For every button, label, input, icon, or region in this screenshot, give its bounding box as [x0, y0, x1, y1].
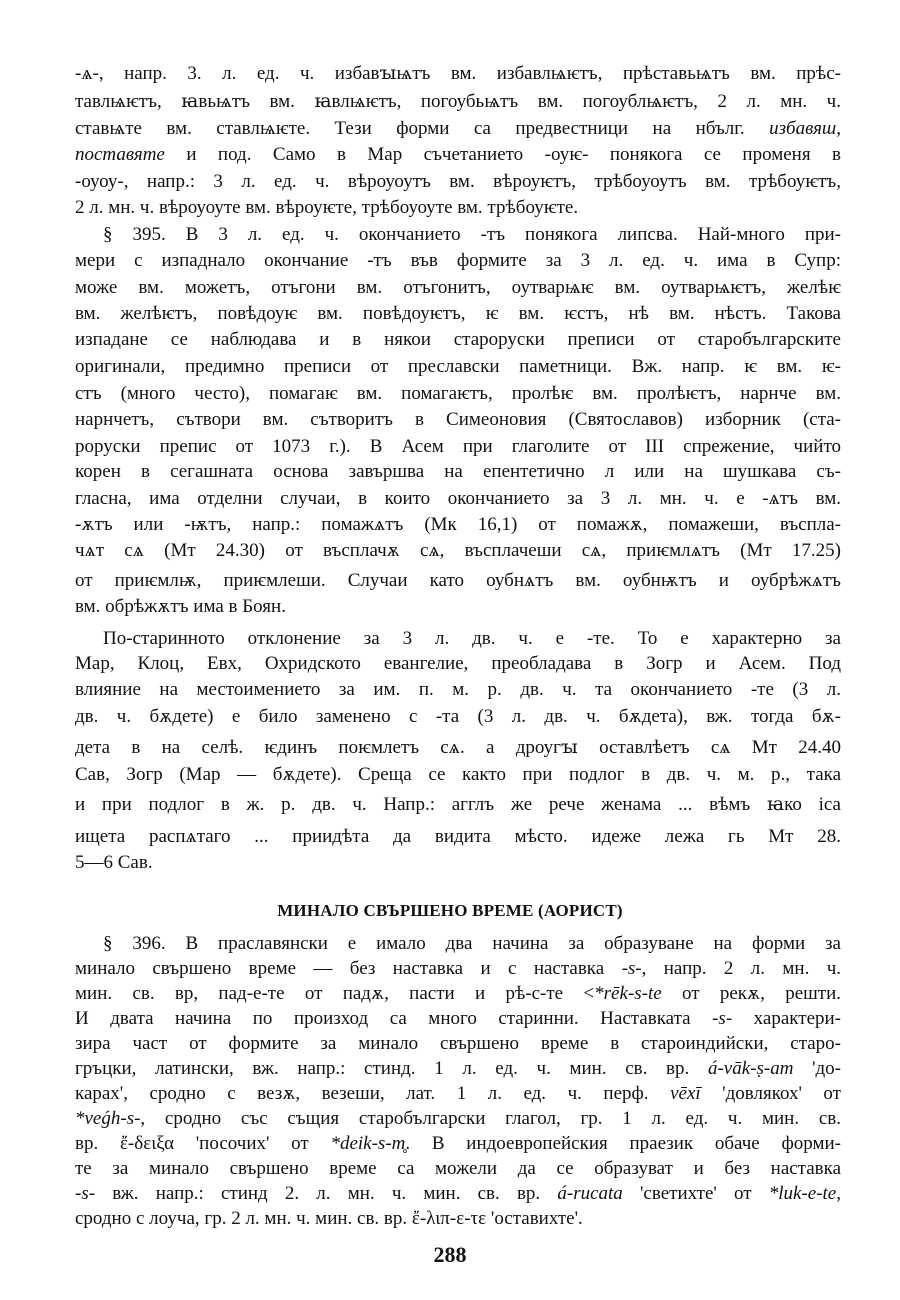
paragraph-396-line — [75, 1032, 841, 1056]
text-run: и под. Само в Мар съчетанието -оуѥ- понякога се променя в — [164, 144, 841, 165]
italic-term: *luk-e-te, — [768, 1183, 841, 1204]
text-run: минало свършено време — без наставка и с наставка — [75, 958, 622, 979]
text-run: ищета распѧтаго ... приидѣта да видита мѣсто. идеже лежа гь Мт 28. — [75, 826, 841, 847]
text-run: -ѫтъ или -ѭтъ, напр.: помажѧтъ (Мк 16,1) от помажѫ, помажеши, въспла- — [75, 514, 841, 535]
paragraph-395-line — [75, 276, 841, 300]
text-run: характери- — [732, 1008, 842, 1029]
text-run: § 396. В праславянски е имало два начина за образуване на форми за — [103, 933, 841, 954]
text-run: от приѥмлѭ, приѥмлеши. Случаи като оубнѧтъ вм. оубнѭтъ и оубрѣжѧтъ — [75, 570, 841, 591]
text-run: чѧт сѧ (Мт 24.30) от въсплачѫ сѧ, въсплачеши сѧ, приѥмлѧтъ (Мт 17.25) — [75, 540, 841, 561]
paragraph-395-line — [103, 223, 841, 247]
paragraph-continuation-line — [75, 62, 841, 86]
paragraph-396-line — [75, 1132, 841, 1156]
text-run: карах', сродно с везѫ, везеши, лат. 1 л. ед. ч. перф. — [75, 1083, 671, 1104]
paragraph-dual-ending-line — [75, 763, 841, 787]
section-heading: МИНАЛО СВЪРШЕНО ВРЕМЕ (АОРИСТ) — [277, 901, 623, 920]
text-run: 2 л. мн. ч. вѣроуоуте вм. вѣроуѥте, трѣбоуоуте вм. трѣбоуѥте. — [75, 197, 579, 218]
text-run: може вм. можетъ, отъгони вм. отъгонитъ, оутварѩѥ вм. оутварѩѥтъ, желѣѥ — [75, 277, 841, 298]
paragraph-dual-ending-line — [75, 652, 841, 676]
text-run: оригинали, предимно преписи от преславски паметници. Вж. напр. ѥ вм. ѥ- — [75, 356, 841, 377]
paragraph-395-line — [75, 460, 841, 484]
italic-term: *veǵh-s- — [75, 1108, 141, 1129]
text-run: . В индоевропейския праезик обаче форми- — [405, 1133, 841, 1154]
paragraph-continuation-line — [75, 170, 841, 194]
paragraph-395-line — [75, 382, 841, 406]
italic-term: -s- — [75, 1183, 96, 1204]
paragraph-396-line — [75, 1082, 841, 1106]
paragraph-dual-ending-line — [75, 851, 841, 875]
text-run: , напр. 2 л. мн. ч. — [641, 958, 841, 979]
paragraph-396-line — [75, 982, 841, 1006]
text-run: вм. обрѣжѫтъ има в Боян. — [75, 596, 286, 617]
text-run: сродно с лоуча, гр. 2 л. мн. ч. мин. св. вр. ἔ-λιπ-ε-τε 'оставихте'. — [75, 1208, 583, 1229]
paragraph-dual-ending-line — [75, 678, 841, 702]
paragraph-395-line — [75, 435, 841, 459]
paragraph-dual-ending-line — [75, 705, 841, 729]
italic-term: поставяте — [75, 144, 165, 165]
paragraph-dual-ending-line — [75, 825, 841, 849]
text-run: гласна, има отделни случаи, в които окончанието за 3 л. мн. ч. е -ѧтъ вм. — [75, 488, 841, 509]
italic-term: -s- — [621, 958, 642, 979]
text-run: По-старинното отклонение за 3 л. дв. ч. е -те. То е характерно за — [103, 628, 841, 649]
paragraph-dual-ending-line — [75, 793, 841, 817]
text-run: 5—6 Сав. — [75, 852, 153, 873]
text-run: изпадане се наблюдава и в някои староруски преписи от старобългарските — [75, 329, 841, 350]
text-run: гръцки, латински, вж. напр.: стинд. 1 л. ед. ч. мин. св. вр. — [75, 1058, 708, 1079]
text-run: 'довлякох' от — [700, 1083, 841, 1104]
text-run: дета в на селѣ. ѥдинъ поѥмлетъ сѧ. а дроугꙑ оставлѣетъ сѧ Мт 24.40 — [75, 737, 841, 758]
text-run: 'светихте' от — [622, 1183, 769, 1204]
paragraph-395-line — [75, 355, 841, 379]
italic-term: *rēk-s-te — [594, 983, 662, 1004]
text-run: ставѩте вм. ставлѩѥте. Тези форми са предвестници на нбълг. — [75, 118, 770, 139]
text-run: тавлѩѥтъ, ꙗвьѩтъ вм. ꙗвлѩѥтъ, погоубьѩтъ вм. погоублѩѥтъ, 2 л. мн. ч. — [75, 91, 841, 112]
paragraph-395-line — [75, 328, 841, 352]
text-run: те за минало свършено време са можели да се образуват и без наставка — [75, 1158, 841, 1179]
text-run: -оуоу-, напр.: 3 л. ед. ч. вѣроуоутъ вм. вѣроуѥтъ, трѣбоуоутъ вм. трѣбоуѥтъ, — [75, 171, 841, 192]
text-run: Мар, Клоц, Евх, Охридското евангелие, преобладава в Зогр и Асем. Под — [75, 653, 841, 674]
italic-term: á-vāk-ṣ-am — [707, 1058, 794, 1079]
paragraph-continuation-line — [75, 117, 841, 141]
paragraph-396-line — [75, 957, 841, 981]
paragraph-dual-ending-line — [75, 736, 841, 760]
paragraph-395-line — [75, 302, 841, 326]
italic-term: *deik-s-m̥ — [330, 1133, 406, 1154]
text-run: нарнчетъ, сътвори вм. сътворитъ в Симеоновия (Святославов) изборник (ста- — [75, 409, 841, 430]
paragraph-396-line — [103, 932, 841, 956]
text-run: влияние на местоимението за им. п. м. р. дв. ч. та окончанието -те (3 л. — [75, 679, 841, 700]
paragraph-395-line — [75, 539, 841, 563]
text-run: стъ (много често), помагаѥ вм. помагаѥтъ, пролѣѥ вм. пролѣѥтъ, нарнче вм. — [75, 383, 841, 404]
text-run: 'до- — [793, 1058, 841, 1079]
paragraph-395-line — [75, 249, 841, 273]
italic-term: á-rucata — [557, 1183, 623, 1204]
text-run: вр. ἔ-δειξα 'посочих' от — [75, 1133, 331, 1154]
paragraph-395-line — [75, 408, 841, 432]
text-run: и при подлог в ж. р. дв. ч. Напр.: агглъ же рече женама ... вѣмъ ꙗко іса — [75, 794, 841, 815]
paragraph-395-line — [75, 569, 841, 593]
paragraph-dual-ending-line — [103, 627, 841, 651]
text-run: вм. желѣѥтъ, повѣдоуѥ вм. повѣдоуѥтъ, ѥ вм. ѥстъ, нѣ вм. нѣстъ. Такова — [75, 303, 841, 324]
text-run: -ѧ-, напр. 3. л. ед. ч. избавꙑѩтъ вм. избавлѩѥтъ, прѣставьѩтъ вм. прѣс- — [75, 63, 841, 84]
paragraph-395-line — [75, 513, 841, 537]
text-run: Сав, Зогр (Мар — бѫдете). Среща се както при подлог в дв. ч. м. р., така — [75, 764, 841, 785]
paragraph-395-line — [75, 595, 841, 619]
italic-term: vēxī — [670, 1083, 701, 1104]
paragraph-396-line — [75, 1182, 841, 1206]
paragraph-continuation-line — [75, 143, 841, 167]
paragraph-396-line — [75, 1157, 841, 1181]
text-run: , сродно със същия старобългарски глагол, гр. 1 л. ед. ч. мин. св. — [140, 1108, 841, 1129]
text-run: И двата начина по произход са много старинни. Наставката — [75, 1008, 713, 1029]
text-run: зира част от формите за минало свършено време в староиндийски, старо- — [75, 1033, 841, 1054]
text-run: от рекѫ, решти. — [661, 983, 841, 1004]
text-run: корен в сегашната основа завършва на епентетично л или на шушкава съ- — [75, 461, 841, 482]
paragraph-395-line — [75, 487, 841, 511]
paragraph-continuation-line — [75, 196, 841, 220]
text-run: дв. ч. бѫдете) е било заменено с -та (3 л. дв. ч. бѫдета), вж. тогда бѫ- — [75, 706, 841, 727]
paragraph-396-line — [75, 1007, 841, 1031]
text-run: мин. св. вр, пад-е-те от падѫ, пасти и рѣ-с-те < — [75, 983, 595, 1004]
text-run: вж. напр.: стинд 2. л. мн. ч. мин. св. вр. — [95, 1183, 558, 1204]
paragraph-continuation-line — [75, 90, 841, 114]
page-number: 288 — [433, 1242, 467, 1267]
italic-term: избавяш, — [769, 118, 841, 139]
text-run: мери с изпаднало окончание -тъ във формите за 3 л. ед. ч. има в Супр: — [75, 250, 841, 271]
text-run: роруски препис от 1073 г.). В Асем при глаголите от III спрежение, чийто — [75, 436, 841, 457]
italic-term: -s- — [712, 1008, 733, 1029]
paragraph-396-line — [75, 1107, 841, 1131]
text-run: § 395. В 3 л. ед. ч. окончанието -тъ понякога липсва. Най-много при- — [103, 224, 841, 245]
paragraph-396-line — [75, 1057, 841, 1081]
paragraph-396-line — [75, 1207, 841, 1231]
